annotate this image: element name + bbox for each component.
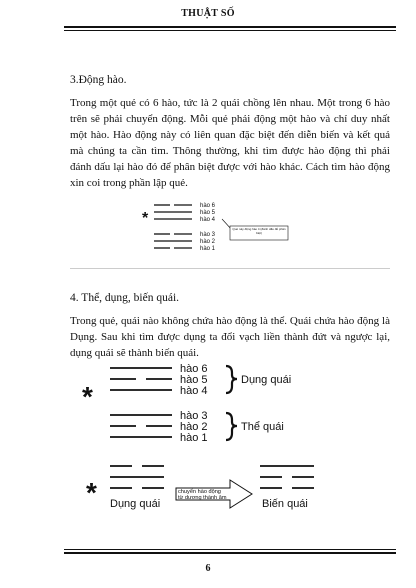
- fig3-left-label: Dụng quái: [110, 498, 161, 510]
- fig1-label-hao-2: hào 2: [200, 239, 216, 245]
- arrow-text-line-2: từ dương thành âm: [178, 495, 227, 501]
- fig2-moving-line-asterisk: *: [82, 381, 93, 412]
- page-number: 6: [205, 563, 211, 574]
- fig2-label-hao-3: hào 3: [180, 410, 208, 422]
- section-divider: [70, 268, 390, 269]
- section-4-paragraph: Trong quẻ, quái nào không chứa hào động là thể. Quái chứa hào động là Dụng. Sau khi tìm được dụng ta đổi vạch liền thành đứt và ngược lại, dụng quái sẽ thành biến quái.: [70, 315, 390, 359]
- fig2-lower-brace: [226, 413, 237, 440]
- fig2-label-hao-6: hào 6: [180, 363, 208, 375]
- fig2-label-hao-4: hào 4: [180, 385, 208, 397]
- fig2-label-hao-2: hào 2: [180, 421, 208, 433]
- fig1-label-hao-1: hào 1: [200, 246, 216, 252]
- header-rule-thin: [64, 30, 396, 31]
- footer-rule-thick: [64, 552, 396, 554]
- fig1-label-hao-4: hào 4: [200, 217, 216, 223]
- header-rule-thick: [64, 26, 396, 28]
- figure-2-hexagram: [80, 362, 380, 452]
- section-3-heading: 3.Động hào.: [70, 74, 127, 86]
- running-header: THUẬT SỐ: [181, 8, 235, 19]
- arrow-text-line-1: chuyển hào động: [178, 489, 221, 495]
- fig2-label-hao-1: hào 1: [180, 432, 208, 444]
- fig1-moving-line-asterisk: *: [142, 210, 149, 227]
- figure-3-transformation: [80, 462, 370, 522]
- callout-note-wrap: [231, 227, 287, 239]
- section-3-paragraph: Trong một quẻ có 6 hào, tức là 2 quái chồng lên nhau. Một trong 6 hào trên sẽ phải chuyển động. Mỗi quẻ phải động một hào và chỉ duy nhất một hào. Hào động này có liên quan đặc biệt đến diễn biến và kết quả mà chúng ta cần tìm. Thông thường, khi tìm được hào động thì phải đánh dấu lại hào đó để phân biệt được với hào khác. Cách tìm hào động xin coi trong phần lập quẻ.: [70, 97, 390, 189]
- fig2-upper-group-label: Dụng quái: [241, 374, 292, 386]
- fig3-moving-line-asterisk: *: [86, 477, 97, 508]
- fig3-right-label: Biến quái: [262, 498, 308, 510]
- footer-rule-thin: [64, 549, 396, 550]
- fig2-lower-group-label: Thể quái: [241, 421, 284, 433]
- section-4-heading: 4. Thể, dụng, biến quái.: [70, 292, 180, 304]
- fig1-label-hao-5: hào 5: [200, 210, 216, 216]
- fig2-upper-brace: [226, 366, 237, 393]
- fig1-label-hao-6: hào 6: [200, 203, 216, 209]
- fig1-label-hao-3: hào 3: [200, 232, 216, 238]
- fig2-label-hao-5: hào 5: [180, 374, 208, 386]
- figure-1-hexagram: [140, 200, 320, 260]
- callout-note-text: Quẻ này động hào 4 (đánh dấu để phân biệt): [232, 227, 286, 235]
